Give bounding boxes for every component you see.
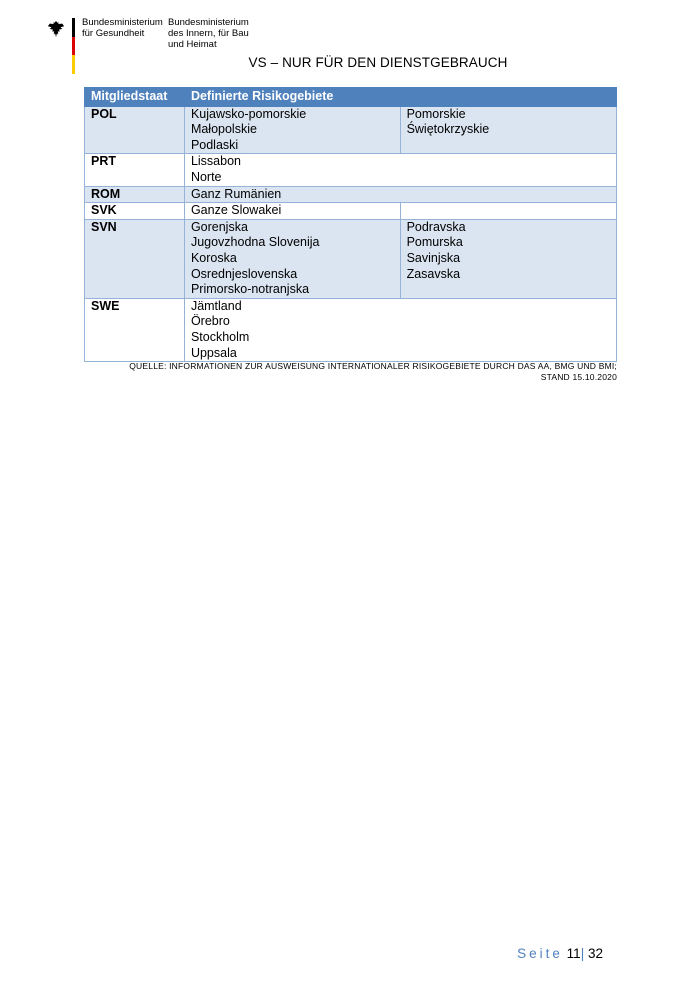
risk-areas-cell — [184, 186, 616, 203]
risk-area-name: Lissabon — [190, 154, 241, 169]
ministry-interior-label — [168, 17, 249, 50]
risk-area-name: Ganz Rumänien — [190, 186, 282, 201]
column-header-risk-areas: Definierte Risikogebiete — [184, 88, 616, 107]
member-state-code: ROM — [85, 186, 185, 203]
table-row — [85, 298, 617, 361]
classification-text: VS – NUR FÜR DEN DIENSTGEBRAUCH — [248, 55, 508, 70]
ministry1-line: Bundesministerium — [82, 17, 163, 28]
risk-area-name: Podlaski — [190, 137, 239, 152]
member-state-code: SVN — [85, 219, 185, 298]
risk-area-name: Savinjska — [406, 250, 461, 265]
risk-areas-cell — [184, 154, 616, 186]
page-separator: | — [580, 946, 585, 961]
column-header-member-state: Mitgliedstaat — [85, 88, 185, 107]
risk-area-name: Gorenjska — [190, 219, 248, 234]
risk-area-name: Jämtland — [190, 298, 242, 313]
risk-area-name: Primorsko-notranjska — [190, 282, 310, 297]
table-row — [85, 154, 617, 186]
ministry2-line: des Innern, für Bau — [168, 28, 249, 39]
empty-cell — [400, 203, 616, 220]
risk-areas-cell — [400, 219, 616, 298]
risk-area-name: Jugovzhodna Slovenija — [190, 235, 320, 250]
table-row — [85, 219, 617, 298]
risk-area-name: Koroska — [190, 250, 237, 265]
risk-area-name: Małopolskie — [190, 122, 257, 137]
table-row — [85, 106, 617, 154]
risk-area-name: Ganze Slowakei — [190, 203, 282, 218]
risk-area-name: Zasavska — [406, 266, 461, 281]
member-state-code: SVK — [85, 203, 185, 220]
page-label: Seite — [517, 946, 563, 961]
risk-area-name: Świętokrzyskie — [406, 122, 490, 137]
risk-area-name: Pomurska — [406, 235, 463, 250]
member-state-code: POL — [85, 106, 185, 154]
table-row — [85, 203, 617, 220]
risk-area-name: Örebro — [190, 314, 230, 329]
classification-heading — [0, 55, 700, 70]
total-pages: 32 — [587, 946, 603, 961]
risk-area-name: Pomorskie — [406, 106, 466, 121]
table-row — [85, 186, 617, 203]
ministry-health-label — [82, 17, 163, 39]
risk-areas-cell — [184, 203, 400, 220]
page-number — [517, 946, 603, 961]
risk-areas-cell — [184, 106, 400, 154]
member-state-code: SWE — [85, 298, 185, 361]
source-line: QUELLE: INFORMATIONEN ZUR AUSWEISUNG INTERNATIONALER RISIKOGEBIETE DURCH DAS AA, BMG UND BMI; — [129, 361, 617, 371]
risk-areas-cell — [184, 298, 616, 361]
risk-area-name: Podravska — [406, 219, 466, 234]
risk-area-name: Stockholm — [190, 329, 250, 344]
risk-area-name: Osrednjeslovenska — [190, 266, 298, 281]
risk-area-name: Uppsala — [190, 345, 237, 360]
table-header-row — [85, 88, 617, 107]
risk-area-name: Norte — [190, 169, 222, 184]
risk-areas-table — [84, 87, 617, 362]
ministry2-line: Bundesministerium — [168, 17, 249, 28]
source-note — [129, 361, 617, 383]
member-state-code: PRT — [85, 154, 185, 186]
risk-areas-cell — [184, 219, 400, 298]
federal-eagle-icon — [47, 20, 65, 38]
current-page: 11 — [566, 946, 581, 961]
ministry1-line: für Gesundheit — [82, 28, 145, 39]
source-date: STAND 15.10.2020 — [540, 372, 617, 382]
ministry2-line: und Heimat — [168, 39, 217, 50]
risk-areas-cell — [400, 106, 616, 154]
risk-area-name: Kujawsko-pomorskie — [190, 106, 307, 121]
